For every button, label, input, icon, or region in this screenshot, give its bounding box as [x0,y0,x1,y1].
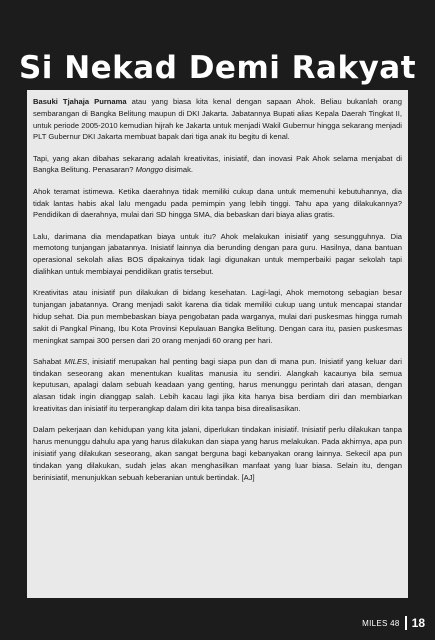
paragraph-text: Tapi, yang akan dibahas sekarang adalah kreativitas, inisiatif, dan inovasi Pak Ahok selama menjabat di Bangka Belitung. Penasaran? [33,153,402,175]
paragraph-2 [33,153,402,177]
lead-name: Basuki Tjahaja Purnama [33,97,127,106]
paragraph-1 [33,96,402,143]
paragraph-6 [33,356,402,415]
paragraph-4: Lalu, darimana dia mendapatkan biaya untuk itu? Ahok melakukan inisiatif yang sesungguhnya. Dia memotong tunjangan jabatannya. Inisiatif lainnya dia berunding dengan para guru. Hasilnya, dana bantuan operasional sekolah alias BOS dipakainya tidak lagi digunakan untuk memperbaiki pagar sekolah tapi dialihkan untuk membiayai pendidikan gratis tersebut. [33,231,402,277]
footer-divider [405,616,407,630]
paragraph-text: atau yang biasa kita kenal dengan sapaan Ahok. Beliau bukanlah orang sembarangan di Bangka Belitung maupun di DKI Jakarta. Jabatannya Bupati alias Kepala Daerah Tingkat II, untuk periode 2005-2010 kemudian hijrah ke Jakarta untuk menjadi Wakil Gubernur hingga sekarang menjadi PLT Gubernur DKI Jakarta membuat bapak dari tiga anak itu begitu di kenal. [33,97,402,142]
paragraph-text: disimak. [163,165,194,175]
magazine-issue: MILES 48 [362,618,400,628]
page-title: Si Nekad Demi Rakyat [18,50,417,86]
paragraph-5: Kreativitas atau inisiatif pun dilakukan di bidang kesehatan. Lagi-lagi, Ahok memotong sebagian besar tunjangan jabatannya. Orang menjadi sakit karena dia tidak memiliki cukup uang untuk mencapai standar hidup sehat. Dia pun membebaskan biaya pengobatan pada warganya, mulai dari puskesmas hingga rumah sakit di Pangkal Pinang, Ibu Kota Provinsi Kepulauan Bangka Belitung. Dengan cara itu, pasien puskesmas meningkat sampai 300 persen dari 20 orang menjadi 60 orang per hari. [33,288,402,345]
article-body [27,90,408,598]
page-number: 18 [411,616,425,630]
paragraph-text: , inisiatif merupakan hal penting bagi siapa pun dan di mana pun. Inisiatif yang keluar dari tindakan seseorang akan menentukan kualitas manusia itu sendiri. Alangkah kacaunya bila semua keputusan, apalagi dalam sebuah keadaan yang genting, harus menunggu perintah dari atasan, dengan alasan tidak ingin dianggap salah. Lebih kacau lagi jika kita hanya bisa berdiam diri dan membiarkan kreativitas dan inisiatif itu terperangkap dalam diri kita tanpa bisa direalisasikan. [33,356,402,414]
paragraph-7: Dalam pekerjaan dan kehidupan yang kita jalani, diperlukan tindakan inisiatif. Inisiatif perlu dilakukan tanpa harus menunggu dahulu apa yang harus dilakukan dan siapa yang harus melakukan. Pada akhirnya, apa pun inisiatif yang dilakukan seseorang, akan sangat berguna bagi kebanyakan orang lainnya. Sekecil apa pun tindakan yang dilakukan, sudah jelas akan menghasilkan manfaat yang luar biasa. Selain itu, dengan berinisiatif, menunjukkan sebuah keberanian untuk bertindak. [AJ] [33,425,402,482]
paragraph-3: Ahok teramat istimewa. Ketika daerahnya tidak memiliki cukup dana untuk memenuhi kebutuhannya, dia tidak lantas habis akal lalu mengadu pada pemimpin yang lebih tinggi. Tahu apa yang dilakukannya? Pendidikan di daerahnya, mulai dari SD hingga SMA, dia bebaskan dari biaya alias gratis. [33,186,402,220]
emphasis: Monggo [135,165,164,175]
emphasis: MILES [64,356,88,366]
page-footer [362,616,425,630]
paragraph-text: Sahabat [33,356,65,366]
